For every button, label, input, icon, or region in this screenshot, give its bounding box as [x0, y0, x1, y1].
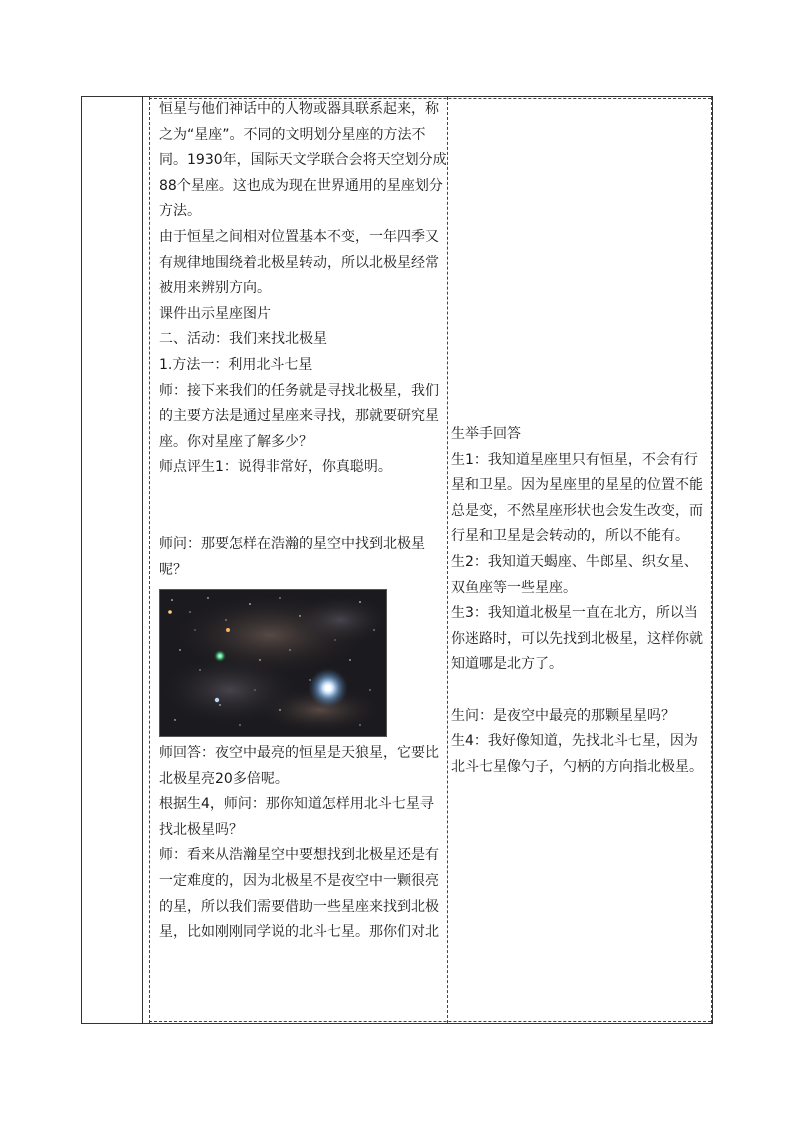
teacher-paragraph: 师问：那要怎样在浩瀚的星空中找到北极星呢？ — [159, 535, 425, 578]
teacher-paragraph: 师回答：夜空中最亮的恒星是天狼星，它要比北极星亮20多倍呢。 — [159, 745, 439, 787]
column-divider — [142, 97, 143, 1023]
dashed-border-right — [711, 97, 712, 1023]
dashed-border-left — [149, 97, 150, 1023]
teacher-paragraph: 师点评生1：说得非常好，你真聪明。 — [159, 459, 392, 476]
teacher-paragraph: 师：看来从浩瀚星空中要想找到北极星还是有一定难度的，因为北极星不是夜空中一颗很亮的星，所以我们需要借助一些星座来找到北极星，比如刚刚同学说的北斗七星。那你们对北 — [159, 847, 439, 941]
student-paragraph: 生1：我知道星座里只有恒星，不会有行星和卫星。因为星座里的星星的位置不能总是变，不然星座形状也会发生改变，而行星和卫星是会转动的，所以不能有。 — [451, 451, 703, 545]
dashed-border-bottom — [149, 1021, 711, 1022]
student-paragraph: 生3：我知道北极星一直在北方，所以当你迷路时，可以先找到北极星，这样你就知道哪是北方了。 — [451, 605, 703, 673]
teacher-paragraph: 二、活动：我们来找北极星 — [159, 331, 327, 348]
student-paragraph: 生举手回答 — [451, 426, 521, 442]
teacher-column — [159, 97, 447, 946]
teacher-paragraph: 恒星与他们神话中的人物或器具联系起来，称之为“星座”。不同的文明划分星座的方法不同。1930年，国际天文学联合会将天空划分成88个星座。这也成为现在世界通用的星座划分方法。 — [159, 101, 447, 220]
teacher-paragraph: 由于恒星之间相对位置基本不变，一年四季又有规律地围绕着北极星转动，所以北极星经常被用来辨别方向。 — [159, 228, 439, 297]
starry-sky-image — [160, 590, 386, 736]
dashed-border-middle — [447, 97, 448, 1023]
student-paragraph: 生问：是夜空中最亮的那颗星星吗？ — [451, 707, 675, 724]
teacher-paragraph: 根据生4，师问：那你知道怎样用北斗七星寻找北极星吗？ — [159, 796, 434, 838]
student-paragraph: 生4：我好像知道，先找北斗七星，因为北斗七星像勺子，勺柄的方向指北极星。 — [451, 733, 703, 775]
starry-sky-photo — [159, 589, 387, 737]
teacher-paragraph: 师：接下来我们的任务就是寻找北极星，我们的主要方法是通过星座来寻找，那就要研究星座。你对星座了解多少？ — [159, 382, 439, 450]
student-column — [451, 422, 711, 780]
teacher-paragraph: 1.方法一：利用北斗七星 — [159, 356, 313, 373]
teacher-paragraph: 课件出示星座图片 — [159, 305, 271, 322]
student-paragraph: 生2：我知道天蝎座、牛郎星、织女星、双鱼座等一些星座。 — [451, 553, 698, 596]
